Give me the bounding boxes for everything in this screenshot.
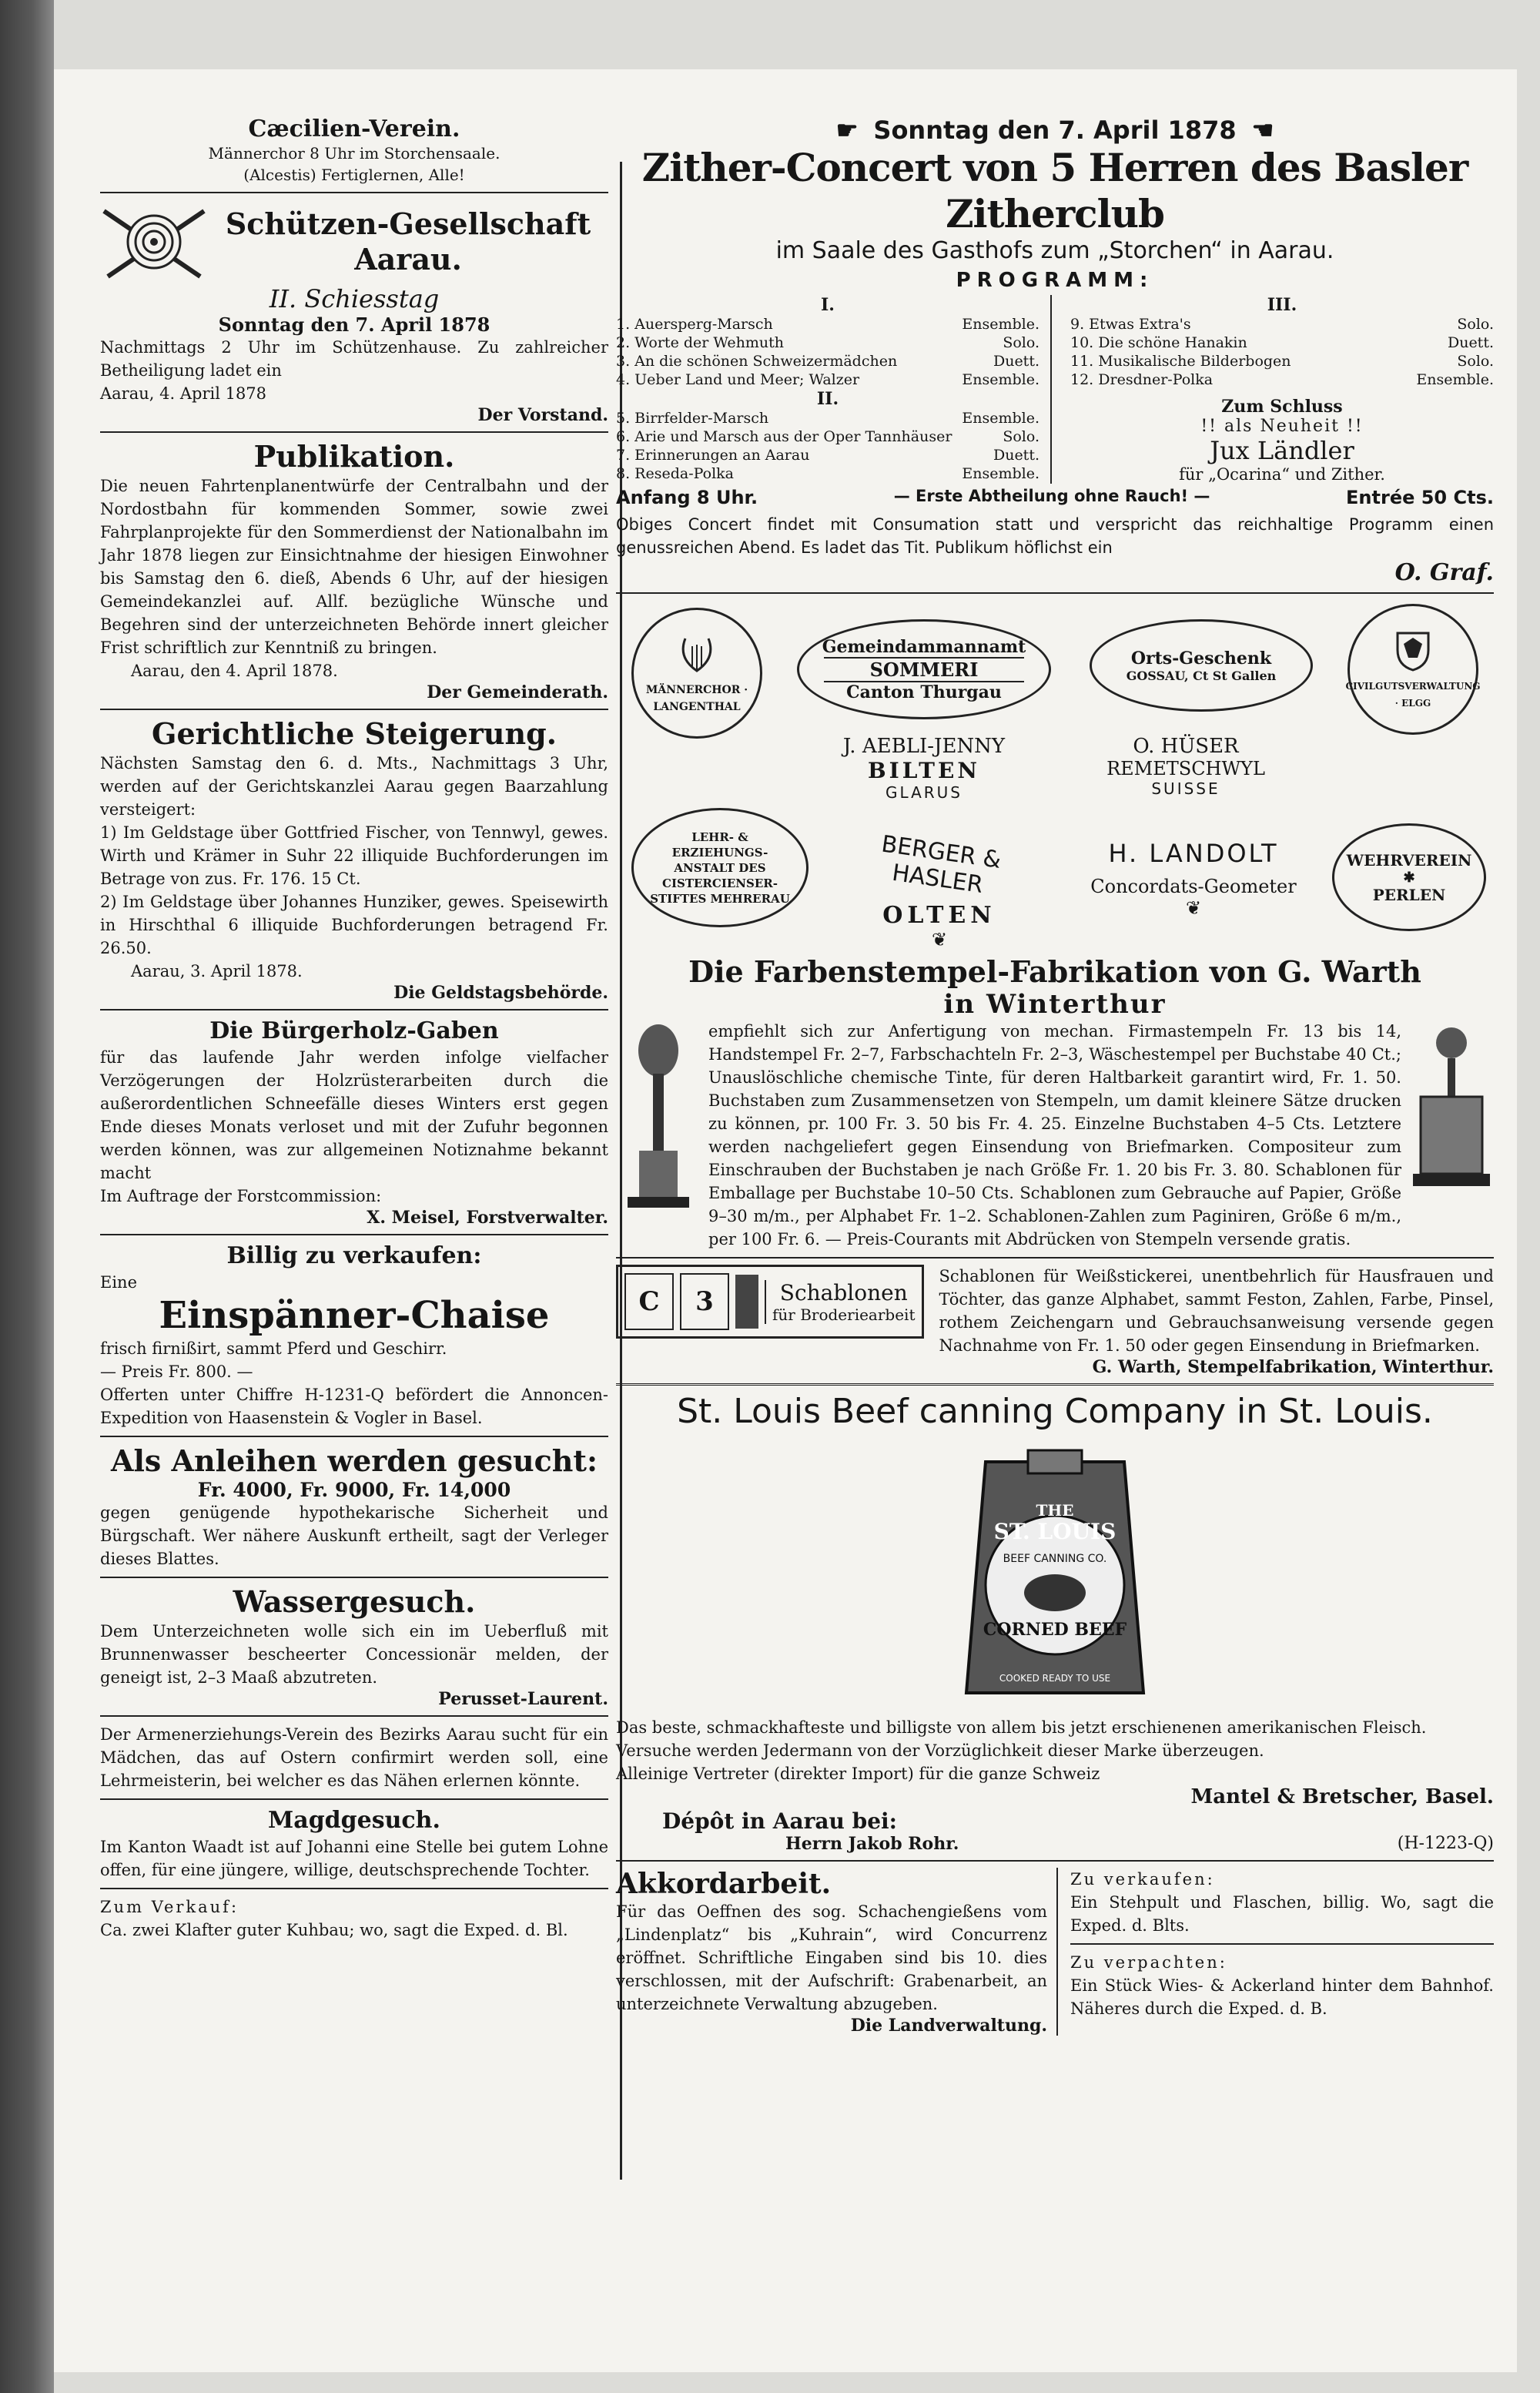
- program-parts-1-2: [616, 295, 1052, 484]
- beef-can: [616, 1446, 1494, 1708]
- stamp-maennerchor-text: MÄNNERCHOR · LANGENTHAL: [645, 684, 748, 713]
- stamp-hueser-city: REMETSCHWYL: [1106, 758, 1265, 779]
- corned-beef-can-image: [955, 1446, 1155, 1708]
- bottom-ads: [616, 1868, 1494, 2036]
- program-item-performer: Ensemble.: [962, 465, 1040, 482]
- jux-laendler: Jux Ländler: [1210, 436, 1354, 465]
- billig-body2: Offerten unter Chiffre H-1231-Q befördert die Annoncen-Expedition von Haasenstein & Vogler in Basel.: [100, 1386, 608, 1427]
- brush-icon: [735, 1275, 758, 1329]
- billig-price: — Preis Fr. 800. —: [100, 1362, 253, 1381]
- beef-body3: Alleinige Vertreter (direkter Import) für die ganze Schweiz: [616, 1765, 1100, 1783]
- anfang: Anfang 8 Uhr.: [616, 487, 758, 508]
- buerger-title: Die Bürgerholz-Gaben: [209, 1017, 499, 1044]
- beef-body2: Versuche werden Jedermann von der Vorzüglichkeit dieser Marke überzeugen.: [616, 1741, 1264, 1760]
- stamp-perlen-top: WEHRVEREIN: [1346, 850, 1472, 870]
- program-item-performer: Ensemble.: [962, 371, 1040, 388]
- schuetzen-header: [100, 199, 608, 284]
- program-item-title: 3. An die schönen Schweizermädchen: [616, 353, 898, 370]
- schablonen-ad: [616, 1265, 1494, 1377]
- stamp-gossau: [1090, 619, 1313, 712]
- program-item-performer: Solo.: [1003, 334, 1040, 351]
- jux-subtitle: für „Ocarina“ und Zither.: [1179, 465, 1385, 484]
- concert-date: Sonntag den 7. April 1878: [873, 116, 1237, 145]
- publikation-place: Aarau, den 4. April 1878.: [131, 662, 338, 680]
- beef-signature: Mantel & Bretscher, Basel.: [1190, 1785, 1494, 1808]
- program-item-performer: Duett.: [1447, 334, 1494, 351]
- buerger-body: für das laufende Jahr werden infolge vielfacher Verzögerungen der Holzrüsterarbeiten durch die außerordentlichen Schneefälle dieses Winters erst gegen Ende dieses Monats verloset und mit der Zufuhr begonnen werden können, was zur allgemeinen Notiznahme bekannt macht: [100, 1048, 608, 1182]
- stamp-elgg: [1345, 604, 1481, 735]
- buerger-signature: X. Meisel, Forstverwalter.: [367, 1208, 608, 1228]
- zu-verkaufen-title: Zu verkaufen:: [1070, 1870, 1215, 1889]
- program-item: [1070, 315, 1494, 333]
- program-part-2: II.: [816, 389, 839, 409]
- publikation-signature: Der Gemeinderath.: [427, 682, 608, 702]
- schuetzen-city: Aarau.: [354, 242, 462, 277]
- program-item-title: 7. Erinnerungen an Aarau: [616, 447, 810, 464]
- program-item-performer: Ensemble.: [1416, 371, 1494, 388]
- target-rifles-icon: [100, 199, 208, 284]
- entree: Entrée 50 Cts.: [1346, 487, 1494, 508]
- ornament-icon: ❦: [1185, 897, 1202, 919]
- stamp-berger-city: OLTEN: [882, 902, 996, 929]
- steigerung-item2: 2) Im Geldstage über Johannes Hunziker, gewes. Speisewirth in Hirschthal 6 illiquide Buchforderungen betragend Fr. 26.50.: [100, 893, 608, 957]
- program-item: [616, 352, 1040, 370]
- schiesstag-title: II. Schiesstag: [269, 284, 440, 313]
- publikation-body: Die neuen Fahrtenplanentwürfe der Centralbahn und der Nordostbahn für kommenden Sommer, sowie zwei Fahrplanprojekte für den Sommerdienst der Nationalbahn im Jahr 1878 liegen zur Einsichtnahme der hiesigen Einwohner bis Samstag den 6. dieß, Abends 6 Uhr, auf der hiesigen Gemeindekanzlei auf. Allf. bezügliche Wünsche und Begehren sind der unterzeichneten Behörde innert gleicher Frist schriftlich zur Kenntniß zu bringen.: [100, 477, 608, 657]
- zum-schluss: Zum Schluss: [1221, 397, 1343, 417]
- pointing-hand-right-icon: ☛: [835, 116, 859, 145]
- stencil-number-3: 3: [680, 1273, 729, 1330]
- zu-verpachten-title: Zu verpachten:: [1070, 1953, 1227, 1972]
- depot-code: (H-1223-Q): [1397, 1834, 1494, 1853]
- caecilien-line2: (Alcestis) Fertiglernen, Alle!: [243, 166, 465, 184]
- small-ads: [1070, 1868, 1494, 2036]
- program-item-title: 8. Reseda-Polka: [616, 465, 734, 482]
- program-item: [616, 427, 1040, 446]
- concert-date-row: [616, 116, 1494, 145]
- wasser-title: Wassergesuch.: [233, 1584, 476, 1619]
- stamp-mehrerau: [631, 808, 808, 927]
- stamp-landolt: [1070, 839, 1317, 919]
- caecilien-title: Cæcilien-Verein.: [248, 116, 460, 142]
- book-spine-edge: [0, 0, 54, 2393]
- magd-title: Magdgesuch.: [268, 1807, 440, 1834]
- pointing-hand-left-icon: ☚: [1251, 116, 1274, 145]
- schablonen-sign: [616, 1265, 924, 1339]
- program-list-3: [1070, 315, 1494, 389]
- als-neuheit: !! als Neuheit !!: [1200, 417, 1364, 436]
- stamp-aebli-canton: GLARUS: [885, 783, 962, 802]
- zu-verkaufen-body: Ein Stehpult und Flaschen, billig. Wo, sagt die Exped. d. Blts.: [1070, 1893, 1494, 1935]
- stamp-landolt-name: H. LANDOLT: [1108, 839, 1279, 868]
- steigerung-intro: Nächsten Samstag den 6. d. Mts., Nachmittags 3 Uhr, werden auf der Gerichtskanzlei Aarau gegen Baarzahlung versteigert:: [100, 754, 608, 819]
- concert-body: Obiges Concert findet mit Consumation statt und verspricht das reichhaltige Programm einen genussreichen Abend. Es ladet das Tit. Publikum höflichst ein: [616, 515, 1494, 557]
- can-the-text: THE: [1036, 1501, 1074, 1520]
- stamp-gossau-top: Orts-Geschenk: [1130, 648, 1272, 669]
- program-item-title: 12. Dresdner-Polka: [1070, 371, 1214, 388]
- weiss-signature: G. Warth, Stempelfabrikation, Winterthur.: [1092, 1357, 1494, 1377]
- program-item-performer: Solo.: [1003, 428, 1040, 445]
- can-product-text: CORNED BEEF: [983, 1620, 1127, 1640]
- steigerung-place: Aarau, 3. April 1878.: [131, 962, 303, 980]
- program-item: [616, 370, 1040, 389]
- program-item-performer: Ensemble.: [962, 316, 1040, 333]
- program-item-title: 2. Worte der Wehmuth: [616, 334, 784, 351]
- schiesstag-signature: Der Vorstand.: [477, 405, 608, 425]
- lyre-icon: [674, 631, 720, 677]
- billig-eine: Eine: [100, 1273, 137, 1292]
- anleihen-title: Als Anleihen werden gesucht:: [111, 1443, 598, 1478]
- program-item-title: 10. Die schöne Hanakin: [1070, 334, 1247, 351]
- depot: Dépôt in Aarau bei:: [662, 1808, 898, 1834]
- stamp-hueser: [1078, 735, 1294, 798]
- programm-heading: PROGRAMM:: [956, 269, 1154, 292]
- schablonen-sign-sub: für Broderiearbeit: [772, 1305, 916, 1324]
- can-name-text: ST. LOUIS: [993, 1519, 1116, 1544]
- schiesstag-date: Sonntag den 7. April 1878: [218, 313, 490, 336]
- program-item-title: 5. Birrfelder-Marsch: [616, 410, 769, 427]
- concert-info-row: [616, 487, 1494, 508]
- concert-signature: O. Graf.: [1394, 559, 1494, 586]
- program-table: [616, 295, 1494, 484]
- stamp-perlen: [1332, 823, 1486, 931]
- caecilien-line1: Männerchor 8 Uhr im Storchensaale.: [208, 144, 500, 163]
- program-item-performer: Duett.: [993, 447, 1040, 464]
- concert-venue: im Saale des Gasthofs zum „Storchen“ in Aarau.: [775, 237, 1334, 264]
- program-part-1: I.: [821, 295, 835, 315]
- stamp-sommeri-bot: Canton Thurgau: [846, 682, 1002, 702]
- right-column: [616, 116, 1494, 2036]
- stamp-sommeri: [797, 619, 1051, 719]
- beef-body1: Das beste, schmackhafteste und billigste von allem bis jetzt erschienenen amerikanischen Fleisch.: [616, 1718, 1427, 1737]
- stamp-elgg-text: CIVILGUTSVERWALTUNG · ELGG: [1345, 681, 1481, 709]
- buerger-authority: Im Auftrage der Forstcommission:: [100, 1187, 382, 1205]
- stamp-landolt-title: Concordats-Geometer: [1090, 876, 1297, 897]
- ornament-icon: ❦: [931, 929, 948, 950]
- stamp-mehrerau-text: LEHR- & ERZIEHUNGS-ANSTALT DES CISTERCIENSER-STIFTES MEHRERAU: [650, 830, 790, 906]
- armen-body: Der Armenerziehungs-Verein des Bezirks Aarau sucht für ein Mädchen, das auf Ostern confirmirt werden soll, eine Lehrmeisterin, bei welcher es das Nähen erlernen könnte.: [100, 1725, 608, 1790]
- program-part-3: III.: [1267, 295, 1297, 315]
- depot-name: Herrn Jakob Rohr.: [785, 1834, 959, 1854]
- beef-title: St. Louis Beef canning Company in St. Louis.: [677, 1392, 1433, 1431]
- program-item-title: 4. Ueber Land und Meer; Walzer: [616, 371, 860, 388]
- stamp-sommeri-mid: SOMMERI: [824, 657, 1023, 682]
- program-item: [616, 333, 1040, 352]
- verkauf-body: Ca. zwei Klafter guter Kuhbau; wo, sagt die Exped. d. Bl.: [100, 1921, 568, 1939]
- akkord-ad: [616, 1868, 1058, 2036]
- akkord-signature: Die Landverwaltung.: [850, 2016, 1047, 2036]
- program-item: [1070, 352, 1494, 370]
- stamp-aebli-name: J. AEBLI-JENNY: [842, 735, 1006, 758]
- program-item-performer: Ensemble.: [962, 410, 1040, 427]
- stamp-perlen-bot: PERLEN: [1372, 885, 1446, 904]
- billig-title: Billig zu verkaufen:: [226, 1242, 482, 1269]
- star-icon: ✱: [1403, 869, 1415, 886]
- weiss-body: Schablonen für Weißstickerei, unentbehrlich für Hausfrauen und Töchter, das ganze Alphabet, sammt Feston, Zahlen, Farbe, Pinsel, rothem Zeichengarn und Gebrauchsanweisung versende gegen Nachnahme von Fr. 1. 50 oder gegen Einsendung in Briefmarken.: [939, 1267, 1494, 1355]
- magd-body: Im Kanton Waadt ist auf Johanni eine Stelle bei gutem Lohne offen, für eine jüngere, willige, deutschsprechende Tochter.: [100, 1838, 608, 1879]
- warth-city: in Winterthur: [943, 989, 1167, 1020]
- stamp-aebli-city: BILTEN: [868, 758, 980, 783]
- anleihen-amounts: Fr. 4000, Fr. 9000, Fr. 14,000: [197, 1479, 511, 1501]
- program-item: [1070, 370, 1494, 389]
- stamp-aebli: [824, 735, 1024, 802]
- stamp-maennerchor: [631, 608, 762, 739]
- akkord-body: Für das Oeffnen des sog. Schachengießens vom „Lindenplatz“ bis „Kuhrain“, wird Concurrenz eröffnet. Schriftliche Eingaben sind bis 10. dies verschlossen, mit der Aufschrift: Grabenarbeit, an unterzeichnete Verwaltung abzugeben.: [616, 1902, 1047, 2013]
- program-item-title: 1. Auersperg-Marsch: [616, 316, 773, 333]
- program-list-2: [616, 409, 1040, 483]
- stamp-hueser-name: O. HÜSER: [1133, 735, 1239, 758]
- program-item-title: 11. Musikalische Bilderbogen: [1070, 353, 1291, 370]
- verkauf-title: Zum Verkauf:: [100, 1898, 239, 1916]
- stencil-letter-c: C: [624, 1273, 674, 1330]
- can-foot-text: COOKED READY TO USE: [999, 1673, 1111, 1684]
- program-item-title: 6. Arie und Marsch aus der Oper Tannhäuser: [616, 428, 952, 445]
- program-item: [616, 464, 1040, 483]
- program-part-3-block: [1070, 295, 1494, 484]
- program-list-1: [616, 315, 1040, 389]
- shield-icon: [1390, 627, 1436, 673]
- stamp-hueser-country: SUISSE: [1151, 779, 1220, 798]
- program-item: [616, 409, 1040, 427]
- wasser-signature: Perusset-Laurent.: [438, 1689, 608, 1709]
- billig-item: Einspänner-Chaise: [159, 1294, 550, 1337]
- stamp-gossau-bot: GOSSAU, Ct St Gallen: [1126, 668, 1277, 683]
- stamp-samples: [616, 600, 1494, 954]
- hand-stamp-icon: [616, 1020, 701, 1220]
- warth-body: empfiehlt sich zur Anfertigung von mechan. Firmastempeln Fr. 13 bis 14, Handstempel Fr. 2–7, Farbschachteln Fr. 2–3, Wäschestempel per Buchstabe 40 Ct.; Unauslöschliche chemische Tinte, für deren Haltbarkeit garantirt wird, Fr. 1. 50. Buchstaben zum Zusammensetzen von Stempeln, um damit kleinere Sätze drucken zu können, pr. 100 Fr. 3. 50 bis Fr. 4. 25. Einzelne Buchstaben 4–5 Cts. Letztere werden nachgeliefert gegen Einsendung von Briefmarken. Compositeur zum Einschrauben der Buchstaben je nach Größe Fr. 1. 20 bis Fr. 3. 80. Schablonen für Emballage per Buchstabe 10–50 Cts. Schablonen zum Gebrauche auf Papier, Größe 9–30 m/m., per Alphabet Fr. 1–2. Schablonen-Zahlen zum Paginiren, Größe 6 m/m., per 100 Fr. 6. — Preis-Courants mit Abdrücken von Stempeln versende gratis.: [708, 1022, 1401, 1248]
- schiesstag-body: Nachmittags 2 Uhr im Schützenhause. Zu zahlreicher Betheiligung ladet ein: [100, 338, 608, 380]
- left-column: [100, 116, 608, 1942]
- depot-row: [616, 1834, 1494, 1854]
- schiesstag-place: Aarau, 4. April 1878: [100, 384, 267, 403]
- program-item-performer: Solo.: [1457, 316, 1494, 333]
- program-item-performer: Duett.: [993, 353, 1040, 370]
- abtheilung: — Erste Abtheilung ohne Rauch! —: [893, 487, 1210, 505]
- program-item: [1070, 333, 1494, 352]
- stamp-berger-name: BERGER & HASLER: [879, 830, 1003, 899]
- warth-title: Die Farbenstempel-Fabrikation von G. Warth: [688, 954, 1421, 989]
- akkord-title: Akkordarbeit.: [616, 1868, 832, 1900]
- schablonen-sign-text: Schablonen: [779, 1279, 908, 1305]
- wasser-body: Dem Unterzeichneten wolle sich ein im Ueberfluß mit Brunnenwasser bescheerter Concessionär melden, der geneigt ist, 2–3 Maaß abzutreten.: [100, 1622, 608, 1687]
- schuetzen-title: Schützen-Gesellschaft: [225, 206, 591, 241]
- ox-icon: [1024, 1574, 1086, 1611]
- steigerung-item1: 1) Im Geldstage über Gottfried Fischer, von Tennwyl, gewes. Wirth und Krämer in Suhr 22 illiquide Buchforderungen im Betrage von zus. Fr. 176. 15 Ct.: [100, 823, 608, 888]
- program-item: [616, 315, 1040, 333]
- zu-verpachten-body: Ein Stück Wies- & Ackerland hinter dem Bahnhof. Näheres durch die Exped. d. B.: [1070, 1976, 1494, 2018]
- program-item: [616, 446, 1040, 464]
- anleihen-body: gegen genügende hypothekarische Sicherheit und Bürgschaft. Wer nähere Auskunft ertheilt, sagt der Verleger dieses Blattes.: [100, 1503, 608, 1568]
- warth-ad: [616, 954, 1494, 1251]
- stamp-sommeri-top: Gemeindammannamt: [822, 636, 1026, 657]
- concert-title: Zither-Concert von 5 Herren des Basler Zitherclub: [641, 145, 1468, 236]
- program-item-title: 9. Etwas Extra's: [1070, 316, 1191, 333]
- can-arc-text: BEEF CANNING CO.: [1003, 1553, 1107, 1565]
- program-item-performer: Solo.: [1457, 353, 1494, 370]
- steigerung-title: Gerichtliche Steigerung.: [152, 716, 557, 751]
- billig-body1: frisch firnißirt, sammt Pferd und Geschirr.: [100, 1339, 447, 1358]
- mechanical-stamp-icon: [1409, 1020, 1494, 1220]
- publikation-title: Publikation.: [253, 439, 455, 474]
- stamp-berger: [835, 830, 1043, 950]
- steigerung-signature: Die Geldstagsbehörde.: [393, 983, 608, 1003]
